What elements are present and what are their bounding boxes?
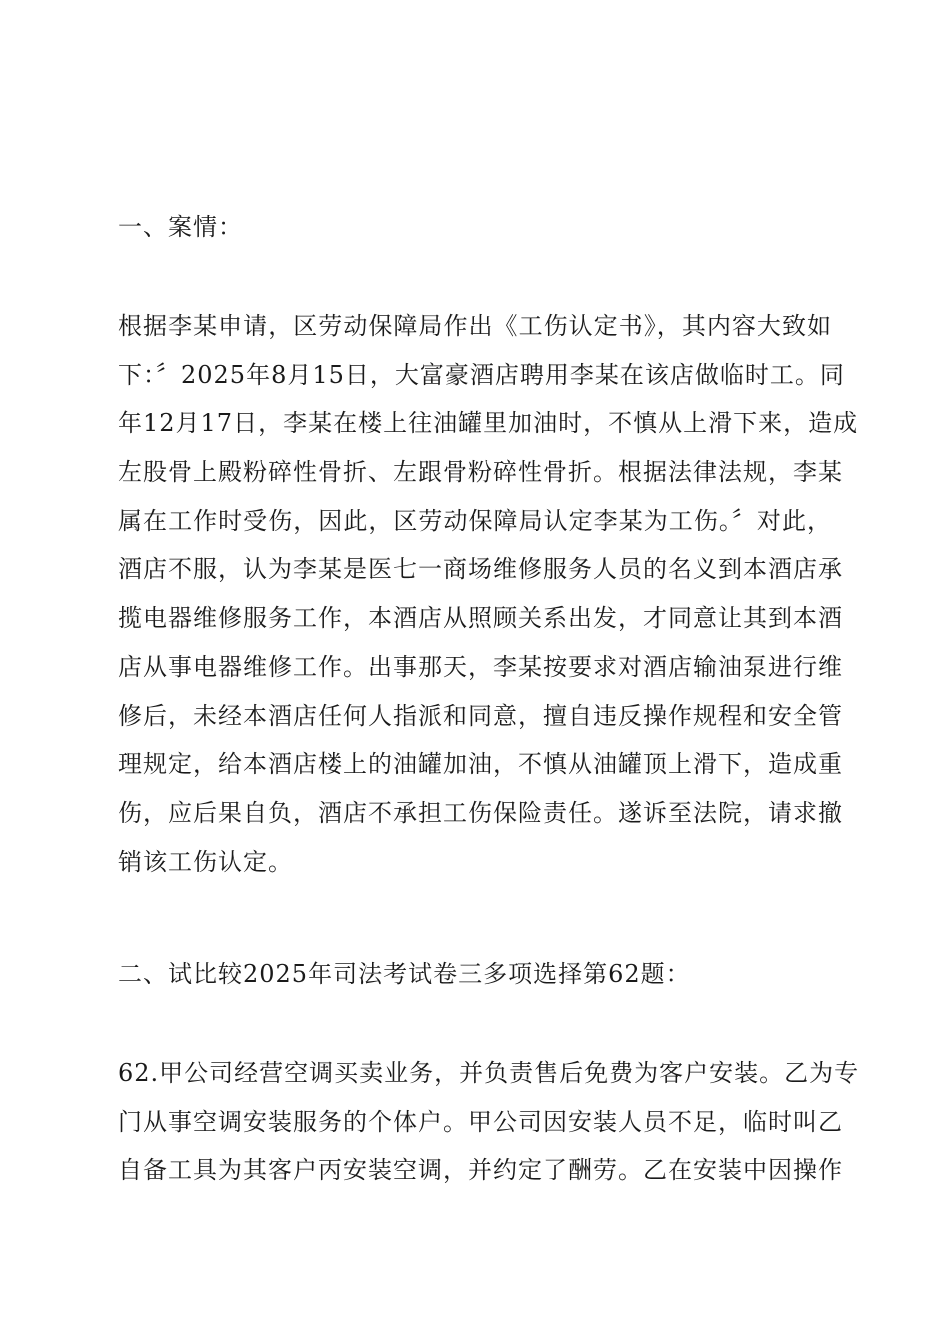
- paragraph-line: 属在工作时受伤，因此，区劳动保障局认定李某为工伤。〞对此，: [118, 506, 832, 535]
- paragraph-line: 销该工伤认定。: [118, 847, 293, 876]
- question-paragraph: [118, 1049, 860, 1195]
- section-heading-comparison: 二、试比较2025年司法考试卷三多项选择第62题：: [118, 960, 691, 988]
- paragraph-line: 酒店不服，认为李某是医七一商场维修服务人员的名义到本酒店承: [118, 555, 843, 584]
- paragraph-line: 下：〞2025年8月15日，大富豪酒店聘用李某在该店做临时工。同: [118, 360, 845, 389]
- paragraph-line: 揽电器维修服务工作，本酒店从照顾关系出发，才同意让其到本酒: [118, 604, 843, 633]
- paragraph-line: 理规定，给本酒店楼上的油罐加油，不慎从油罐顶上滑下，造成重: [118, 750, 843, 779]
- paragraph-line: 自备工具为其客户丙安装空调，并约定了酬劳。乙在安装中因操作: [118, 1156, 843, 1185]
- paragraph-line: 年12月17日，李某在楼上往油罐里加油时，不慎从上滑下来，造成: [118, 409, 859, 438]
- paragraph-line: 门从事空调安装服务的个体户。甲公司因安装人员不足，临时叫乙: [118, 1107, 843, 1136]
- paragraph-line: 62.甲公司经营空调买卖业务，并负责售后免费为客户安装。乙为专: [118, 1059, 860, 1087]
- paragraph-line: 店从事电器维修工作。出事那天，李某按要求对酒店输油泵进行维: [118, 652, 843, 681]
- paragraph-line: 修后，未经本酒店任何人指派和同意，擅自违反操作规程和安全管: [118, 701, 843, 730]
- paragraph-line: 根据李某申请，区劳动保障局作出《工伤认定书》，其内容大致如: [118, 312, 832, 340]
- section-heading-case: 一、案情：: [118, 213, 243, 241]
- paragraph-line: 左股骨上殿粉碎性骨折、左跟骨粉碎性骨折。根据法律法规，李某: [118, 458, 843, 487]
- case-paragraph: [118, 302, 859, 886]
- paragraph-line: 伤，应后果自负，酒店不承担工伤保险责任。遂诉至法院，请求撤: [118, 798, 843, 827]
